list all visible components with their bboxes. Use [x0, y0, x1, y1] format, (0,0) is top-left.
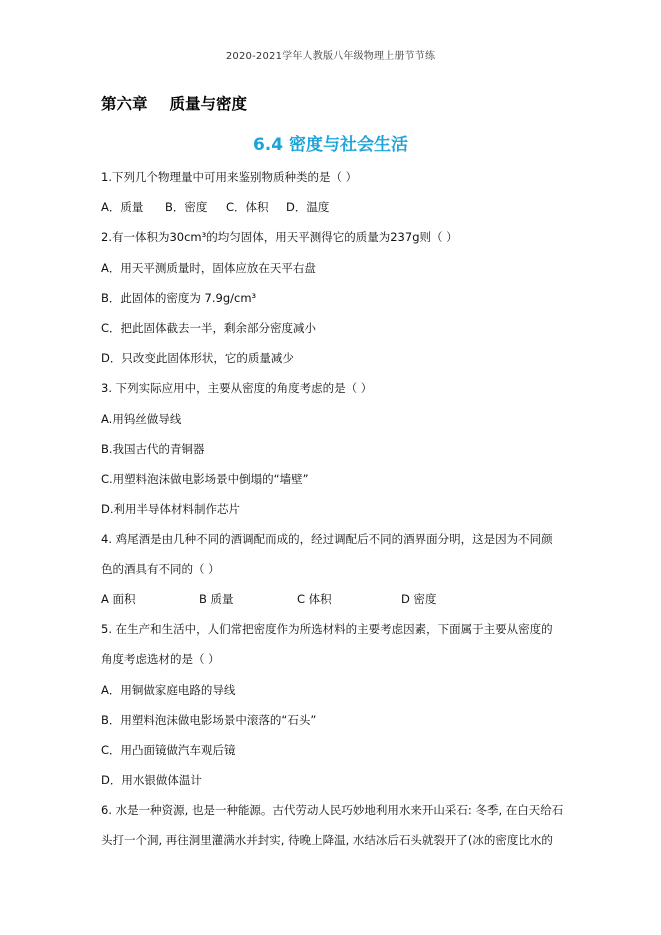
section-title: 6.4 密度与社会生活	[252, 135, 409, 155]
q1-option-a: A．质量	[101, 200, 144, 214]
q5-option-d: D．用水银做体温计	[101, 773, 202, 787]
q2-option-b: B．此固体的密度为 7.9g/cm³	[101, 291, 257, 305]
q1-option-d: D．温度	[286, 200, 330, 214]
chapter-title: 质量与密度	[169, 95, 248, 113]
q6-line2: 头打一个洞, 再往洞里灌满水并封实, 待晚上降温, 水结冰后石头就裂开了(冰的密度比水的	[101, 833, 553, 847]
q5-option-a: A．用铜做家庭电路的导线	[101, 683, 236, 697]
q5-option-c: C．用凸面镜做汽车观后镜	[101, 743, 236, 757]
q5-stem-line2: 角度考虑选材的是（ ）	[101, 652, 220, 666]
q1-options	[101, 199, 329, 215]
q4-stem-line1: 4. 鸡尾酒是由几种不同的酒调配而成的，经过调配后不同的酒界面分明，这是因为不同颜	[101, 532, 553, 546]
q2-option-d: D．只改变此固体形状，它的质量减少	[101, 351, 294, 365]
q4-option-d: D 密度	[401, 592, 437, 606]
chapter-heading	[101, 92, 247, 114]
q2-stem: 2.有一体积为30cm³的均匀固体，用天平测得它的质量为237g则（ ）	[101, 230, 458, 244]
q1-option-c: C．体积	[226, 200, 269, 214]
q3-option-d: D.利用半导体材料制作芯片	[101, 502, 241, 516]
q2-option-a: A．用天平测质量时，固体应放在天平右盘	[101, 261, 316, 275]
q4-option-c: C 体积	[297, 592, 332, 606]
q3-option-b: B.我国古代的青铜器	[101, 442, 205, 456]
q6-line1: 6. 水是一种资源, 也是一种能源。古代劳动人民巧妙地利用水来开山采石: 冬季, 在白天给石	[101, 803, 564, 817]
q5-stem-line1: 5. 在生产和生活中，人们常把密度作为所选材料的主要考虑因素，下面属于主要从密度的	[101, 622, 553, 636]
q4-options	[101, 591, 437, 607]
page-header: 2020-2021学年人教版八年级物理上册节节练	[225, 51, 436, 62]
q2-option-c: C．把此固体截去一半，剩余部分密度减小	[101, 321, 317, 335]
q3-option-c: C.用塑料泡沫做电影场景中倒塌的“墙壁”	[101, 472, 309, 486]
q4-option-a: A 面积	[101, 592, 136, 606]
chapter-number: 第六章	[101, 95, 148, 113]
q4-stem-line2: 色的酒具有不同的（ ）	[101, 562, 220, 576]
q1-stem: 1.下列几个物理量中可用来鉴别物质种类的是（ ）	[101, 170, 358, 184]
q3-stem: 3. 下列实际应用中，主要从密度的角度考虑的是（ ）	[101, 381, 373, 395]
q4-option-b: B 质量	[199, 592, 234, 606]
q5-option-b: B．用塑料泡沫做电影场景中滚落的“石头”	[101, 713, 317, 727]
q3-option-a: A.用钨丝做导线	[101, 412, 182, 426]
q1-option-b: B．密度	[165, 200, 208, 214]
